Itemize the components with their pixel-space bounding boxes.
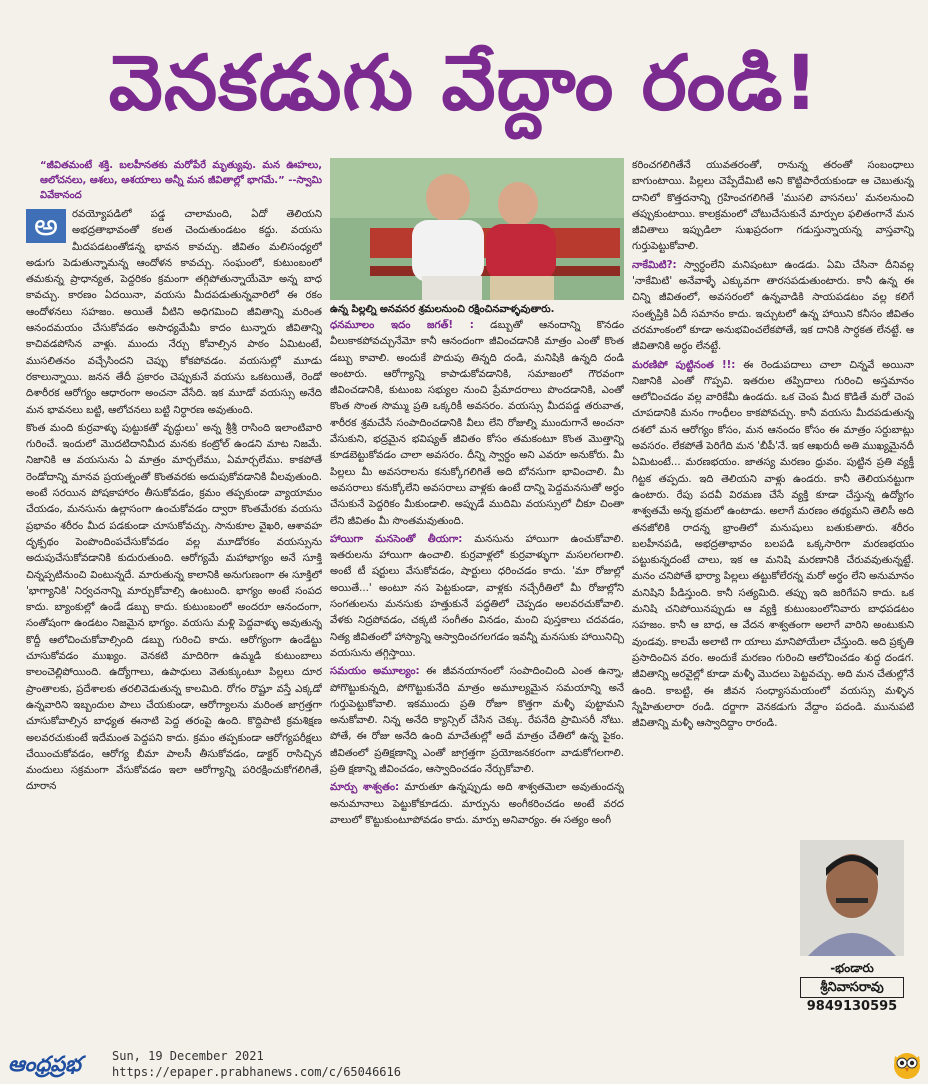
article-url[interactable]: https://epaper.prabhanews.com/c/65046616 bbox=[112, 1065, 401, 1079]
section-text: కరించగలిగితేనే యువతరంతో, రానున్న తరంతో సంబంధాలు బాగుంటాయి. పిల్లలు చెప్పేదేమిటి అని కొట్టిపారేయకుండా ఆ చెబుతున్న దానిలో కొత్తదనాన్ని గ్రహించగలిగితే 'ముసలి వాసనలు' మనలనుంచి తప్పుకుంటాయి. కాలక్రమంలో చోటుచేసుకునే మార్పుల ఫలితంగానే మన జీవితాలు ఇప్పుడిలా సుఖప్రదంగా గడుస్తున్నాయన్న వాస్తవాన్ని గుర్తుపెట్టుకోవాలి. bbox=[632, 160, 914, 253]
section-text: డబ్బుతో ఆనందాన్ని కొనడం వీలుకాకపోవచ్చునేమో కానీ ఆనందంగా జీవించడానికి మాత్రం ఎంతో కొంత డబ్బు కావాలి. అందుకే పొదుపు తిన్నది దండి, మనిషికి ఉన్నది దండి అంటారు. ఆరోగ్యాన్ని కాపాడుకోవడానికి, సమాజంలో గౌరవంగా జీవించడానికి, కుటుంబ సభ్యుల నుంచి ప్రేమాదరాలు పొందడానికి, ఎంతో కొంత సొంత సొమ్ము ప్రతి ఒక్కరికీ అవసరం. వయస్సు మీదపడ్డ తరువాత, శారీరక శ్రమచేసే సంపాదించడానికి వీలు లేని రోజుల్ని ముందుగానే అంచనా వేసుకుని, భద్రమైన భవిష్యత్ జీవితం కోసం తమకంటూ కొంత మొత్తాన్ని కూడబెట్టుకోవడం చాలా అవసరం. దీన్ని స్వార్ధం అని ఎవరూ అనుకోరు. మీ పిల్లలు మీ అవసరాలను కనుక్కోగలిగితే అది బోనసుగా భావించాలి. మీ అవసరాలు కనుక్కోలేని అవసరాలు వాళ్లకు ఉంటే దాన్ని పెద్దమనసుతో అర్ధం చేసుకునే పెద్దరికం మీకుండాలి. అప్పుడే ముదిమి వయస్సులో చీకూ చింతా లేని జీవితం మీ సొంతమవుతుంది. bbox=[330, 320, 624, 527]
section-text: స్వార్ధంలేని మనిషంటూ ఉండడు. ఏమి చేసినా దీనివల్ల 'నాకేమిటి' అనేవాళ్ళే ఎక్కువగా తారసపడుతుంటారు. కానీ ఉన్న ఈ చిన్ని జీవితంలో, అవసరంలో ఉన్నవాడికి సాయపడటం వల్ల కలిగే సంతృప్తికి ఏదీ సమానం కాదు. ఇచ్చుటలో ఉన్న హాయిని కనీసం జీవితం చరమాంకంలో కూడా అనుభవించలేకపోతే, ఇక దానికి సార్ధకత లేనట్టే. ఆ జీవితానికి అర్ధం లేనట్టే. bbox=[632, 259, 914, 353]
headline: వెనకడుగు వేద్దాం రండి! bbox=[108, 38, 820, 127]
edition-date: Sun, 19 December 2021 bbox=[112, 1049, 264, 1063]
author-label: -భండారు bbox=[830, 961, 874, 975]
article-column-1 bbox=[26, 158, 322, 1068]
drop-cap: అ bbox=[26, 209, 66, 243]
article-photo-seniors-on-bench bbox=[330, 158, 624, 300]
author-portrait bbox=[800, 840, 904, 956]
section-text: మారుతూ ఉన్నప్పుడు అది శాశ్వతమెలా అవుతుందన్న అనుమానాలు పెట్టుకోకూడదు. మార్పును అంగీకరించడం అంటే వరద వాలులో కొట్టుకుంటూపోవడం కాదు. మార్పు అనివార్యం. ఈ సత్యం అంగీ bbox=[330, 782, 624, 826]
pull-quote: “జీవితమంటే శక్తి. బలహీనతకు మరోపేరే మృత్యువు. మన ఊహలు, ఆలోచనలు, ఆశలు, ఆశయాలు అన్నీ మన జీవితాల్లో భాగమే.” --స్వామి వివేకానంద bbox=[40, 160, 322, 201]
article-column-2 bbox=[330, 318, 624, 1070]
section-heading: సమయం అమూల్యం: bbox=[330, 666, 420, 678]
section-paragraph bbox=[330, 780, 624, 829]
newspaper-logo[interactable]: ఆంధ్రప్రభ bbox=[8, 1052, 81, 1076]
author-name: శ్రీనివాసరావు bbox=[800, 977, 904, 998]
section-text: ఈ జీవనయానంలో సంపాదించింది ఎంత ఉన్నా, పోగొట్టుకున్నది, పోగొట్టుకునేది మాత్రం అమూల్యమైన సమయాన్ని అనే గుర్తుపెట్టుకోవాలి. ఇకముందు ప్రతి రోజూ కొత్తగా మళ్ళీ పుట్టామని అనుకోవాలి. నిన్న అనేది క్యాన్సిల్ చేసిన చెక్కు. రేపనేది ప్రామిసరీ నోటు. పోతే, ఈ రోజు అనేది ఉంది మాచేతుల్లో అదే మాత్రం చేతిలో ఉన్న పైకం. జీవితంలో ప్రతిక్షణాన్ని ఎంతో జాగ్రత్తగా ప్రయోజనకరంగా వాడుకోగలగాలి. ప్రతి క్షణాన్ని జీవించడం, ఆస్వాదించడం నేర్చుకోవాలి. bbox=[330, 666, 624, 776]
section-paragraph bbox=[330, 532, 624, 662]
author-phone: 9849130595 bbox=[806, 999, 898, 1014]
section-paragraph bbox=[330, 318, 624, 530]
section-paragraph bbox=[632, 158, 914, 256]
epaper-footer bbox=[0, 1046, 928, 1084]
section-heading: నాకేమిటి?: bbox=[632, 259, 677, 271]
photo-illustration bbox=[330, 158, 624, 300]
author-box bbox=[800, 840, 904, 1046]
paragraph: కొంత మంది కుర్రవాళ్ళు పుట్టుకతో వృద్ధులు' అన్న శ్రీశ్రీ రాసింది ఇలాంటివారి గురించే. ఇందులో మొదటిదానిమీద మనకు కంట్రోల్ ఉండని మాట నిజమే. నిజానికి ఆ వయసును ఏ మాత్రం మార్చలేము, ఏమార్చలేము. కాకపోతే రెండోదాన్ని మానవ ప్రయత్నంతో కొంతవరకు అదుపుకోవడానికి వీలవుతుంది. అంటే సరయిన పోషకాహారం తీసుకోవడం, క్రమం తప్పకుండా వ్యాయామం చేయడం, మనసును ఉల్లాసంగా ఉంచుకోవడం ద్వారా కొంతమేరకు వయసు ప్రభావం శరీరం మీద పడకుండా చూసుకోవచ్చు. సానుకూల వైఖరి, ఆశావహ దృక్పథం పెంపొందింపచేసుకోవడం వల్ల మూడోరకం వయస్సును అదుపుచేసుకోవడానికి కుదురుతుంది. ఆరోగ్యమే మహాభాగ్యం అనే సూక్తి చిన్నప్పటినుంచి వింటున్నదే. మారుతున్న కాలానికి అనుగుణంగా ఈ సూక్తిలో 'భాగ్యానికి' నిర్వచనాన్ని మార్చుకోవాల్సి ఉంటుంది. భాగ్యం అంటే సంపద కాదు. బ్యాంకుల్లో ఉండే డబ్బు కాదు. కుటుంబంలో అందరూ ఆనందంగా, సంతోషంగా ఉండటం నిజమైన భాగ్యం. వయసు మళ్లి పెద్దవాళ్ళు అవుతున్న కొద్దీ ఆలోచించుకోవాల్సింది డబ్బు గురించి కాదు. ఆరోగ్యంగా ఉండేట్టు చూసుకోవడం ముఖ్యం. వెనకటి మాదిరిగా ఉమ్మడి కుటుంబాలు కాలంచెల్లిపోయింది. ఉద్యోగాలు, ఉపాధులు వెతుక్కుంటూ పిల్లలు దూర ప్రాంతాలకు, ప్రదేశాలకు తరలివెడుతున్న కాలమిది. రోగం రొష్టూ వస్తే ఎక్కడో ఉన్నవారిని ఇబ్బందుల పాలు చేయకుండా, ఆరోగ్యాలను మరింత జాగ్రత్తగా చూసుకోవాల్సిన బాధ్యత ఈనాటి పెద్ద తరంపై ఉంది. కొద్దిపాటి క్రమశిక్షణ అలవరచుకుంటే ఇదేమంత పెద్దపని కాదు. క్రమం తప్పకుండా ఆరోగ్యపరీక్షలు చేయించుకోవడం, ఆరోగ్య బీమా పాలసీ తీసుకోవడం, డాక్టర్ రాసిచ్చిన మందులు సక్రమంగా వేసుకోవడం ఇలా ఆరోగ్యాన్ని పరిరక్షించుకోగలిగితే, దూరాన bbox=[26, 422, 322, 793]
section-heading: హాయిగా మనసెంతో తీయగా: bbox=[330, 533, 463, 545]
section-paragraph bbox=[632, 358, 914, 733]
section-text: ఈ రెండుపదాలు చాలా చిన్నవే అయినా నిజానికి ఎంతో గొప్పవి. ఇతరుల తప్పిదాలు గురించి అస్తమానం ఆలోచించడం వల్ల వారికేమీ ఉండదు. ఒక చెంప మీద కొడితే మరో చెంప చూపడానికి మనం గాంధీలం కాకపోవచ్చు. కానీ వయసు మీదపడుతున్న దశలో మన ఆరోగ్యం కోసం, మన ఆనందం కోసం ఈ మాత్రం సర్దుబాట్లు అవసరం. లేకపోతే పెరిగేది మన 'బీపీ'నే. ఇక ఆఖరుదీ అతి ముఖ్యమైనదీ ఏమిటంటే... మరణభయం. జాతస్య మరణం ధ్రువం. పుట్టిన ప్రతి వ్యక్తీ గిట్టక తప్పదు. ఇది తెలియని వాళ్లు ఉండరు. కానీ తెలియనట్టుగా ఉంటారు. రేపు పదవీ విరమణ చేసే వ్యక్తి కూడా చేస్తున్న ఉద్యోగం శాశ్వతమే అన్న భ్రమలో ఉంటాడు. అలాగే మరణం తథ్యమని తెలిసీ అది తనజోలికి రాదన్న భ్రాంతిలో మనుషులు బతుకుతారు. శరీరం బలహీనపడి, అభద్రతాభావం బలపడి ఒక్కసారిగా మరణభయం పట్టుకున్నదంటే చాలు, ఇక ఆ మనిషి మరణానికి చేరువవుతున్నట్టే. మనం చనిపోతే భార్యా పిల్లలు తట్టుకోలేరన్న మరో అర్ధం లేని అనుమానం మనిషిని పీడిస్తుంది. కానీ సత్యమిది. తప్పు ఇది జరిగేపని కాదు. ఒక మనిషి చనిపోయినప్పుడు ఆ వ్యక్తి కుటుంబంలోనివారు బాధపడటం సహజం. కానీ ఆ బాధ, ఆ వేదన శాశ్వతంగా అలాగే వారిని అంటుకుని వుండవు. కాలమే అలాటి గా యాలు మానిపోయేలా చేస్తుంది. అది ప్రకృతి ప్రసాదించిన వరం. అందుకే మరణం గురించి ఆలోచించడం శుద్ధ దండగ. జీవితాన్ని అరవైల్లో కూడా మళ్ళీ మొదలు పెట్టవచ్చు. అది మన చేతుల్లోనే ఉంది. కాబట్టి, ఈ జీవన సంధ్యాసమయంలో వయస్సు మళ్ళిన స్నేహితులారా రండి. దర్జాగా వెనకడుగు వేద్దాం పదండి. మునుపటి జీవితాన్ని మళ్ళీ ఆస్వాదిద్దాం రారండి. bbox=[632, 359, 914, 730]
section-text: మనసును హాయిగా ఉంచుకోవాలి. ఇతరులను హాయిగా ఉంచాలి. కుర్రవాళ్లలో కుర్రవాళ్ళుగా మసలగలగాలి. అంటే టీ షర్టులు వేసుకోవడం, షార్టులు ధరించడం కాదు. 'మా రోజుల్లో అయితే...' అంటూ నస పెట్టకుండా, వాళ్లకు నచ్చేరీతిలో మీ రోజుల్లోని సంగతులను మనసుకు హత్తుకునే పద్ధతిలో చెప్పడం అలవరచుకోవాలి. వేళకు నిద్రపోవడం, చక్కటి సంగీతం వినడం, మంచి పుస్తకాలు చదవడం, నిత్య జీవితంలో హాస్యాన్ని ఆస్వాదించగలగడం ఇవన్నీ మనసుకు హాయినిచ్చి వయసును తగ్గిస్తాయి. bbox=[330, 533, 624, 659]
section-paragraph bbox=[330, 664, 624, 778]
owl-mascot-icon bbox=[892, 1048, 922, 1080]
author-photo bbox=[800, 840, 904, 956]
section-heading: మార్పు శాశ్వతం: bbox=[330, 782, 400, 794]
paragraph: రవయ్యోపడిలో పడ్డ చాలామంది, ఏదో తెలియని అభద్రతాభావంతో కలత చెందుతుండటం కద్దు. వయసు మీదపడటంతోడన్న భావన కావచ్చు. జీవితం మలిసంధ్యలో అడుగు పెడుతున్నామన్న ఆందోళన కావచ్చు. సంఘంలో, కుటుంబంలో తమకున్న ప్రాధాన్యత, పెద్దరికం క్రమంగా తగ్గిపోతున్నాయేమో అన్న బాధ కావచ్చు. కారణం ఏదయినా, వయసు మీదపడుతున్నవారిలో ఈ రకం ఆందోళనలు సహజం. అయితే వీటిని అధిగమించి జీవితాన్ని మరింత ఆనందమయం చేసుకోవడం అసాధ్యమేమీ కాదం టున్నారు జీవితాన్ని కాచివడపోసిన వాళ్లు. ముందు నేర్చు కోవాల్సిన పాఠం ఏమిటంటే, ముసలితనం వచ్చేసిందని చెప్పు కోకపోవడం. వయసుల్లో మూడు రకాలున్నాయి. జనన తేదీ ప్రకారం చెప్పుకునే వయసు ఒకటయితే, రెండో దిశారీరక ఆరోగ్యం ఆధారంగా అంచనా వేసేది. ఇక మూడో వయస్సు అనేది మన భావనలు బట్టి, ఆలోచనలు బట్టి నిర్ధారణ అవుతుంది. bbox=[26, 209, 322, 416]
section-paragraph bbox=[632, 258, 914, 356]
section-heading: మరణిపో పుట్టినంత !!: bbox=[632, 359, 736, 371]
section-heading: ధనమూలం ఇదం జగత్! : bbox=[330, 320, 474, 331]
photo-caption: ఉన్న పిల్లల్ని అనవసర శ్రమలనుంచి రక్షించినవాళ్ళవుతారు. bbox=[330, 304, 555, 315]
